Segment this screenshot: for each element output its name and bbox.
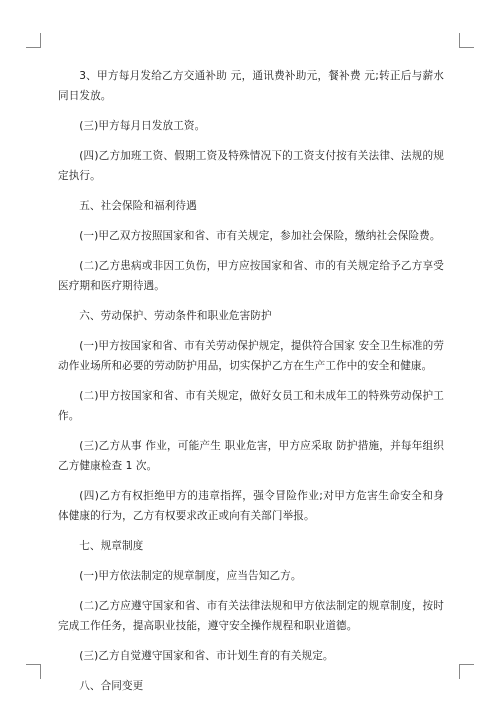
paragraph-rules-notice: (一)甲方依法制定的规章制度，应当告知乙方。 bbox=[79, 570, 302, 582]
crop-mark-top-left bbox=[26, 33, 41, 48]
paragraph-safety-provision: (一)甲方按国家和省、市有关劳动保护规定，提供符合国家 安全卫生标准的劳动作业场所和必要的劳动防护用品，切实保护乙方在生产工作中的安全和健康。 bbox=[58, 340, 445, 372]
paragraph-overtime-pay: (四)乙方加班工资、假期工资及特殊情况下的工资支付按有关法律、法规的规定执行。 bbox=[58, 150, 444, 182]
paragraph-payday: (三)甲方每月日发放工资。 bbox=[79, 120, 206, 132]
section-heading-rules: 七、规章制度 bbox=[79, 540, 144, 552]
paragraph-social-insurance: (一)甲乙双方按照国家和省、市有关规定，参加社会保险，缴纳社会保险费。 bbox=[79, 230, 441, 242]
paragraph-allowances: 3、甲方每月发给乙方交通补助 元，通讯费补助元，餐补费 元;转正后与薪水同日发放。 bbox=[58, 70, 444, 102]
document-body bbox=[58, 66, 444, 696]
paragraph-right-to-refuse: (四)乙方有权拒绝甲方的违章指挥，强令冒险作业;对甲方危害生命安全和身体健康的行为，乙方有权要求改正或向有关部门举报。 bbox=[58, 490, 444, 522]
section-heading-social-insurance: 五、社会保险和福利待遇 bbox=[79, 200, 197, 212]
paragraph-family-planning: (三)乙方自觉遵守国家和省、市计划生育的有关规定。 bbox=[79, 650, 334, 662]
crop-mark-bottom-left bbox=[26, 664, 41, 679]
section-heading-labor-protection: 六、劳动保护、劳动条件和职业危害防护 bbox=[79, 310, 272, 322]
paragraph-sick-leave: (二)乙方患病或非因工负伤，甲方应按国家和省、市的有关规定给予乙方享受医疗期和医疗期待遇。 bbox=[58, 260, 444, 292]
section-heading-contract-change: 八、合同变更 bbox=[79, 680, 144, 692]
paragraph-health-check: (三)乙方从事 作业，可能产生 职业危害，甲方应采取 防护措施，并每年组织乙方健康检查 1 次。 bbox=[58, 440, 444, 472]
paragraph-rules-compliance: (二)乙方应遵守国家和省、市有关法律法规和甲方依法制定的规章制度，按时完成工作任务，提高职业技能，遵守安全操作规程和职业道德。 bbox=[58, 600, 444, 632]
paragraph-special-protection: (二)甲方按国家和省、市有关规定，做好女员工和未成年工的特殊劳动保护工作。 bbox=[58, 390, 444, 422]
crop-mark-top-right bbox=[459, 33, 474, 48]
crop-mark-bottom-right bbox=[459, 664, 474, 679]
